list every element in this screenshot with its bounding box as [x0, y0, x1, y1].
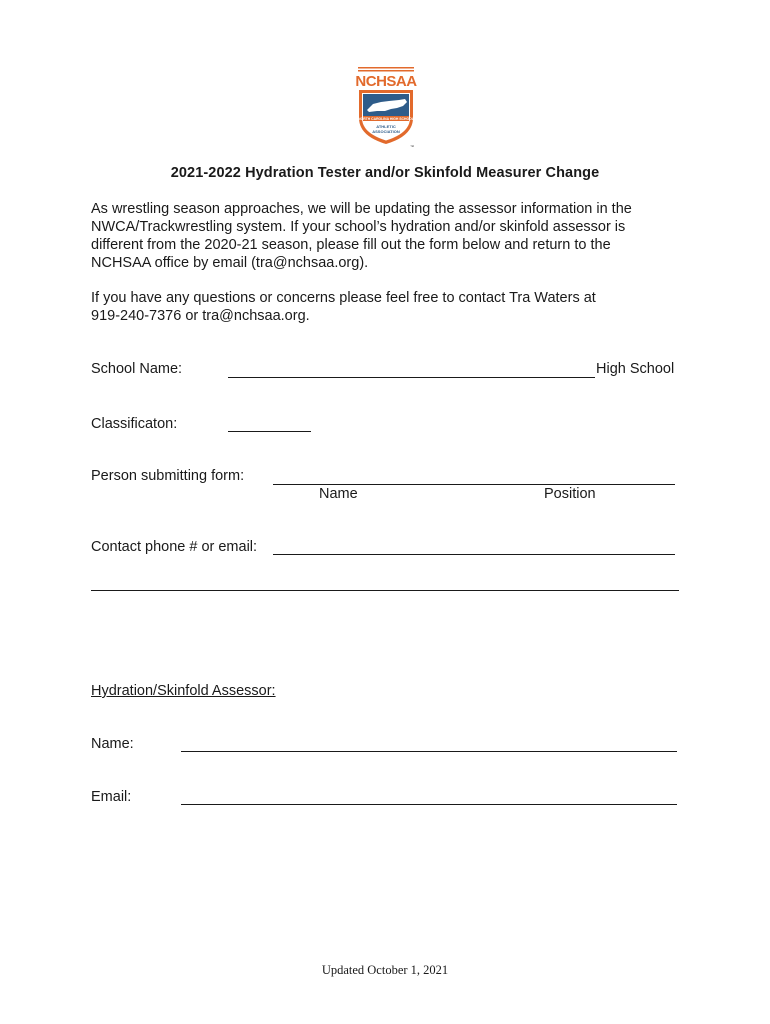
intro-line-1: As wrestling season approaches, we will be updating the assessor information in the	[91, 201, 632, 217]
contact-extra-field[interactable]	[91, 590, 679, 591]
person-submitting-field[interactable]	[273, 484, 675, 485]
person-position-sublabel: Position	[544, 486, 596, 502]
school-name-label: School Name:	[91, 361, 183, 377]
contact-phone-email-field[interactable]	[273, 554, 675, 555]
school-name-suffix: High School	[596, 361, 675, 377]
assessor-email-label: Email:	[91, 789, 132, 805]
updated-date-footer: Updated October 1, 2021	[321, 963, 449, 977]
contact-phone-email-label: Contact phone # or email:	[91, 539, 258, 555]
classification-label: Classificaton:	[91, 416, 178, 432]
assessor-name-field[interactable]	[181, 751, 677, 752]
nchsaa-logo	[355, 66, 417, 150]
svg-text:ATHLETIC: ATHLETIC	[376, 124, 396, 129]
person-name-sublabel: Name	[319, 486, 358, 502]
contact-line-1: If you have any questions or concerns please feel free to contact Tra Waters at	[91, 290, 596, 306]
svg-text:NCHSAA: NCHSAA	[355, 73, 417, 90]
svg-text:NORTH CAROLINA HIGH SCHOOL: NORTH CAROLINA HIGH SCHOOL	[358, 117, 414, 121]
svg-text:ASSOCIATION: ASSOCIATION	[372, 129, 400, 134]
svg-text:™: ™	[410, 144, 414, 149]
assessor-email-field[interactable]	[181, 804, 677, 805]
school-name-field[interactable]	[228, 377, 595, 378]
classification-field[interactable]	[228, 431, 311, 432]
nchsaa-shield-icon	[355, 66, 417, 150]
contact-line-2: 919-240-7376 or tra@nchsaa.org.	[91, 308, 310, 324]
document-title: 2021-2022 Hydration Tester and/or Skinfold Measurer Change	[170, 165, 600, 181]
person-submitting-label: Person submitting form:	[91, 468, 245, 484]
intro-line-2: NWCA/Trackwrestling system. If your school’s hydration and/or skinfold assessor is	[91, 219, 626, 235]
assessor-heading: Hydration/Skinfold Assessor:	[91, 683, 276, 699]
intro-line-3: different from the 2020-21 season, please fill out the form below and return to the	[91, 237, 611, 253]
assessor-name-label: Name:	[91, 736, 134, 752]
intro-line-4: NCHSAA office by email (tra@nchsaa.org).	[91, 255, 369, 271]
